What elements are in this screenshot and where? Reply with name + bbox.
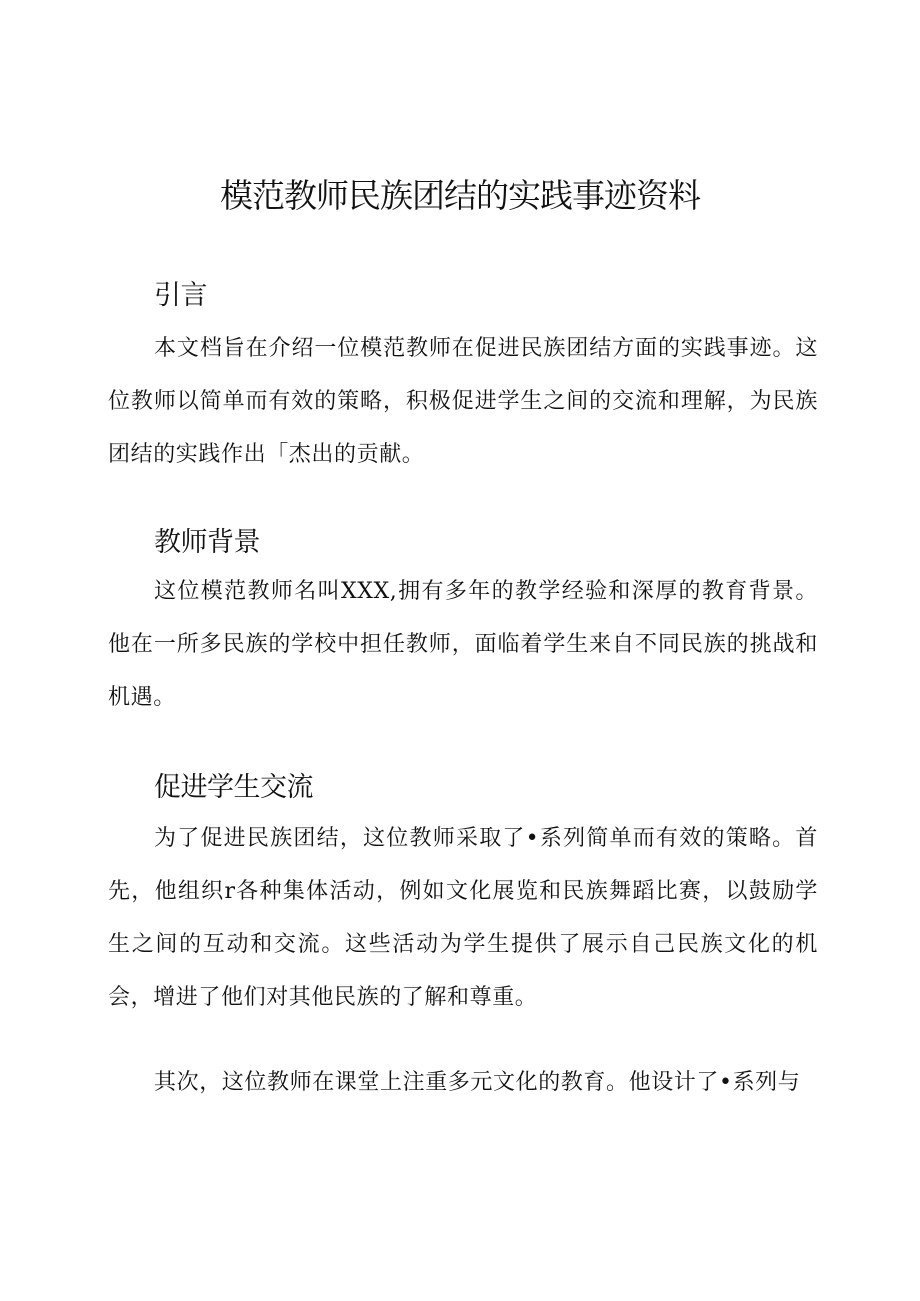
section-paragraph-introduction: 本文档旨在介绍一位模范教师在促进民族团结方面的实践事迹。这位教师以简单而有效的策略，积极促进学生之间的交流和理解，为民族团结的实践作出「杰出的贡献。: [108, 336, 818, 467]
section-paragraph-promote-exchange: 为了促进民族团结，这位教师采取了•系列简单而有效的策略。首先，他组织r各种集体活动，例如文化展览和民族舞蹈比赛，以鼓励学生之间的互动和交流。这些活动为学生提供了展示自己民族文化的机会，增进了他们对其他民族的了解和尊重。: [108, 826, 818, 1010]
document-title: 模范教师民族团结的实践事迹资料: [220, 176, 700, 215]
section-heading-introduction: 引言: [154, 280, 207, 311]
section-paragraph-teacher-background: 这位模范教师名叫XXX,拥有多年的教学经验和深厚的教育背景。他在一所多民族的学校中担任教师，面临着学生来自不同民族的挑战和机遇。: [108, 579, 818, 710]
section-paragraph-multicultural-education: 其次，这位教师在课堂上注重多元文化的教育。他设计了•系列与: [154, 1070, 801, 1095]
section-heading-promote-exchange: 促进学生交流: [154, 772, 313, 803]
section-heading-teacher-background: 教师背景: [154, 527, 260, 558]
